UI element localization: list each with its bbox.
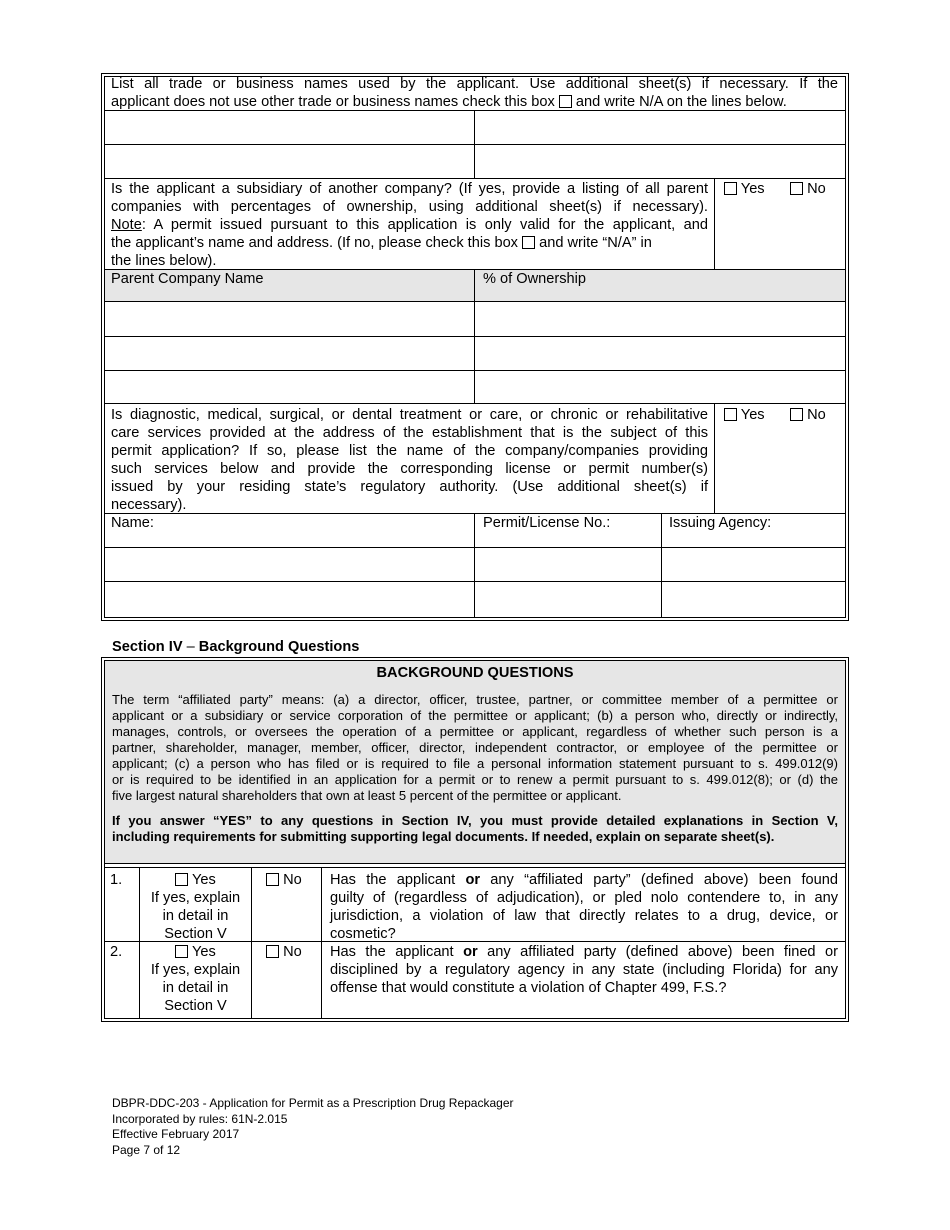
yes-explain-note: Section V <box>164 998 227 1014</box>
question-text-bold: or <box>465 872 481 888</box>
service-name-field[interactable] <box>106 548 473 580</box>
services-no-option[interactable] <box>790 406 826 424</box>
question-1-no-checkbox[interactable] <box>266 873 279 886</box>
affiliated-party-definition-line: The term “affiliated party” means: (a) a director, officer, trustee, partner, or committee member of a permittee or <box>112 692 838 707</box>
subsidiary-no-checkbox[interactable] <box>790 182 803 195</box>
incorporated-rules: Incorporated by rules: 61N-2.015 <box>112 1111 288 1126</box>
question-1-text-line <box>330 871 838 889</box>
parent-company-name-header: Parent Company Name <box>111 271 264 287</box>
subsidiary-question-line4 <box>111 234 708 252</box>
note-label: Note <box>111 217 142 233</box>
trade-names-instruction-line1: List all trade or business names used by the applicant. Use additional sheet(s) if necessary. If the <box>111 76 838 92</box>
yes-answer-warning-line: including requirements for submitting supporting legal documents. If needed, explain on separate sheet(s). <box>112 829 775 844</box>
no-trade-names-checkbox[interactable] <box>559 95 572 108</box>
affiliated-party-definition-line: applicant; (c) a person who has filed or is required to file a personal information statement pursuant to s. 499.012(9) <box>112 756 838 771</box>
question-number: 1. <box>110 872 123 888</box>
subsidiary-question-line5: the lines below). <box>111 253 217 269</box>
effective-date: Effective February 2017 <box>112 1127 240 1141</box>
title-dash: – <box>182 639 199 655</box>
yes-explain-note: If yes, explain <box>150 962 241 978</box>
question-1-text-line: guilty of (regardless of adjudication), or pled nolo contendere to, in any <box>330 890 838 906</box>
parent-company-row[interactable] <box>106 302 473 335</box>
subsidiary-line4-text: the applicant’s name and address. (If no, please check this box <box>111 235 518 251</box>
question-2-yes-option[interactable] <box>140 943 251 961</box>
subsidiary-yes-option[interactable] <box>724 180 765 198</box>
question-2-no-checkbox[interactable] <box>266 945 279 958</box>
ownership-percent-header: % of Ownership <box>483 271 587 287</box>
page-footer <box>112 1096 514 1158</box>
question-text: any affiliated party (defined above) been fined or <box>477 944 839 960</box>
affiliated-party-definition-line: manages, controls, or oversees the operation of a permittee or applicant, regardless of whether such person is a <box>112 724 838 739</box>
services-question-line2: care services provided at the address of the establishment that is the subject of this <box>111 425 708 441</box>
affiliated-party-definition-line: partner, shareholder, manager, member, officer, director, independent contractor, or employee of the permittee or <box>112 740 838 755</box>
note-text: : A permit issued pursuant to this application is only valid for the applicant, and <box>141 217 708 233</box>
permit-license-header: Permit/License No.: <box>483 515 611 531</box>
trade-name-field-1b[interactable] <box>475 111 844 143</box>
services-question-line6: necessary). <box>111 497 187 513</box>
trade-name-field-1a[interactable] <box>106 111 473 143</box>
affiliated-party-definition-line: or is required to be identified in an application for a permit or to renew a permit pursuant to s. 499.012(8); or (d) the <box>112 772 838 787</box>
yes-explain-note: Section V <box>164 926 227 942</box>
services-yes-checkbox[interactable] <box>724 408 737 421</box>
yes-explain-note: in detail in <box>162 908 229 924</box>
question-text: any “affiliated party” (defined above) been found <box>480 872 839 888</box>
question-text-bold: or <box>463 944 478 960</box>
page-number: Page 7 of 12 <box>112 1142 181 1157</box>
question-2-text-line <box>330 943 838 961</box>
ownership-row[interactable] <box>475 337 844 369</box>
ownership-row[interactable] <box>475 302 844 335</box>
not-subsidiary-checkbox[interactable] <box>522 236 535 249</box>
question-1-text-line: jurisdiction, a violation of law that directly relates to a drug, device, or <box>330 908 838 924</box>
service-name-header: Name: <box>111 515 154 531</box>
services-question-line1: Is diagnostic, medical, surgical, or dental treatment or care, or chronic or rehabilitative <box>111 407 708 423</box>
question-1-yes-checkbox[interactable] <box>175 873 188 886</box>
subsidiary-no-option[interactable] <box>790 180 826 198</box>
question-2-text-line: offense that would constitute a violation of Chapter 499, F.S.? <box>330 980 727 996</box>
trade-name-field-2b[interactable] <box>475 145 844 177</box>
permit-number-field[interactable] <box>475 548 660 580</box>
subsidiary-question-line2: companies with percentages of ownership, using additional sheet(s) if necessary). <box>111 199 708 215</box>
subsidiary-line4-end: and write “N/A” in <box>539 235 652 251</box>
instruction-text: applicant does not use other trade or business names check this box <box>111 94 555 110</box>
question-text: Has the applicant <box>330 944 464 960</box>
no-label: No <box>283 944 302 960</box>
question-2-no-option[interactable] <box>266 943 302 961</box>
affiliated-party-definition-line: applicant or a subsidiary or service corporation of the permittee or applicant; (b) a person who, directly or indirectly, <box>112 708 838 723</box>
services-question-line4: such services below and provide the corresponding license or permit number(s) <box>111 461 708 477</box>
question-1-yes-option[interactable] <box>140 871 251 889</box>
yes-explain-note: in detail in <box>162 980 229 996</box>
yes-explain-note: If yes, explain <box>150 890 241 906</box>
issuing-agency-header: Issuing Agency: <box>669 515 772 531</box>
yes-label: Yes <box>740 407 765 423</box>
parent-company-row[interactable] <box>106 371 473 402</box>
trade-names-instruction-line2 <box>111 93 838 111</box>
yes-answer-warning-line: If you answer “YES” to any questions in Section IV, you must provide detailed explanations in Section V, <box>112 813 838 828</box>
question-text: Has the applicant <box>330 872 466 888</box>
instruction-text-end: and write N/A on the lines below. <box>575 94 787 110</box>
no-label: No <box>807 181 826 197</box>
parent-company-row[interactable] <box>106 337 473 369</box>
trade-name-field-2a[interactable] <box>106 145 473 177</box>
question-2-yes-checkbox[interactable] <box>175 945 188 958</box>
yes-label: Yes <box>740 181 765 197</box>
subsidiary-question-line1: Is the applicant a subsidiary of another company? (If yes, provide a listing of all parent <box>111 181 708 197</box>
issuing-agency-field[interactable] <box>662 582 844 615</box>
background-questions-header: BACKGROUND QUESTIONS <box>376 665 574 681</box>
question-1-text-line: cosmetic? <box>330 926 396 942</box>
question-number: 2. <box>110 944 123 960</box>
affiliated-party-definition-line: five largest natural shareholders that own at least 5 percent of the permittee or applicant. <box>112 788 622 803</box>
ownership-row[interactable] <box>475 371 844 402</box>
no-label: No <box>807 407 826 423</box>
section-name: Background Questions <box>198 639 360 655</box>
section-iv-title <box>112 639 359 655</box>
question-2-text-line: disciplined by a regulatory agency in any state (including Florida) for any <box>330 962 838 978</box>
services-question-line3: permit application? If so, please list the name of the company/companies providing <box>111 443 708 459</box>
services-question-line5: issued by your residing state’s regulatory authority. (Use additional sheet(s) if <box>111 479 708 495</box>
services-no-checkbox[interactable] <box>790 408 803 421</box>
question-1-no-option[interactable] <box>266 871 302 889</box>
subsidiary-note-line <box>111 216 708 234</box>
services-yes-option[interactable] <box>724 406 765 424</box>
yes-label: Yes <box>191 944 216 960</box>
service-name-field[interactable] <box>106 582 473 615</box>
subsidiary-yes-checkbox[interactable] <box>724 182 737 195</box>
section-number: Section IV <box>112 639 183 655</box>
no-label: No <box>283 872 302 888</box>
form-number: DBPR-DDC-203 - Application for Permit as a Prescription Drug Repackager <box>112 1096 514 1110</box>
permit-number-field[interactable] <box>475 582 660 615</box>
yes-label: Yes <box>191 872 216 888</box>
issuing-agency-field[interactable] <box>662 548 844 580</box>
